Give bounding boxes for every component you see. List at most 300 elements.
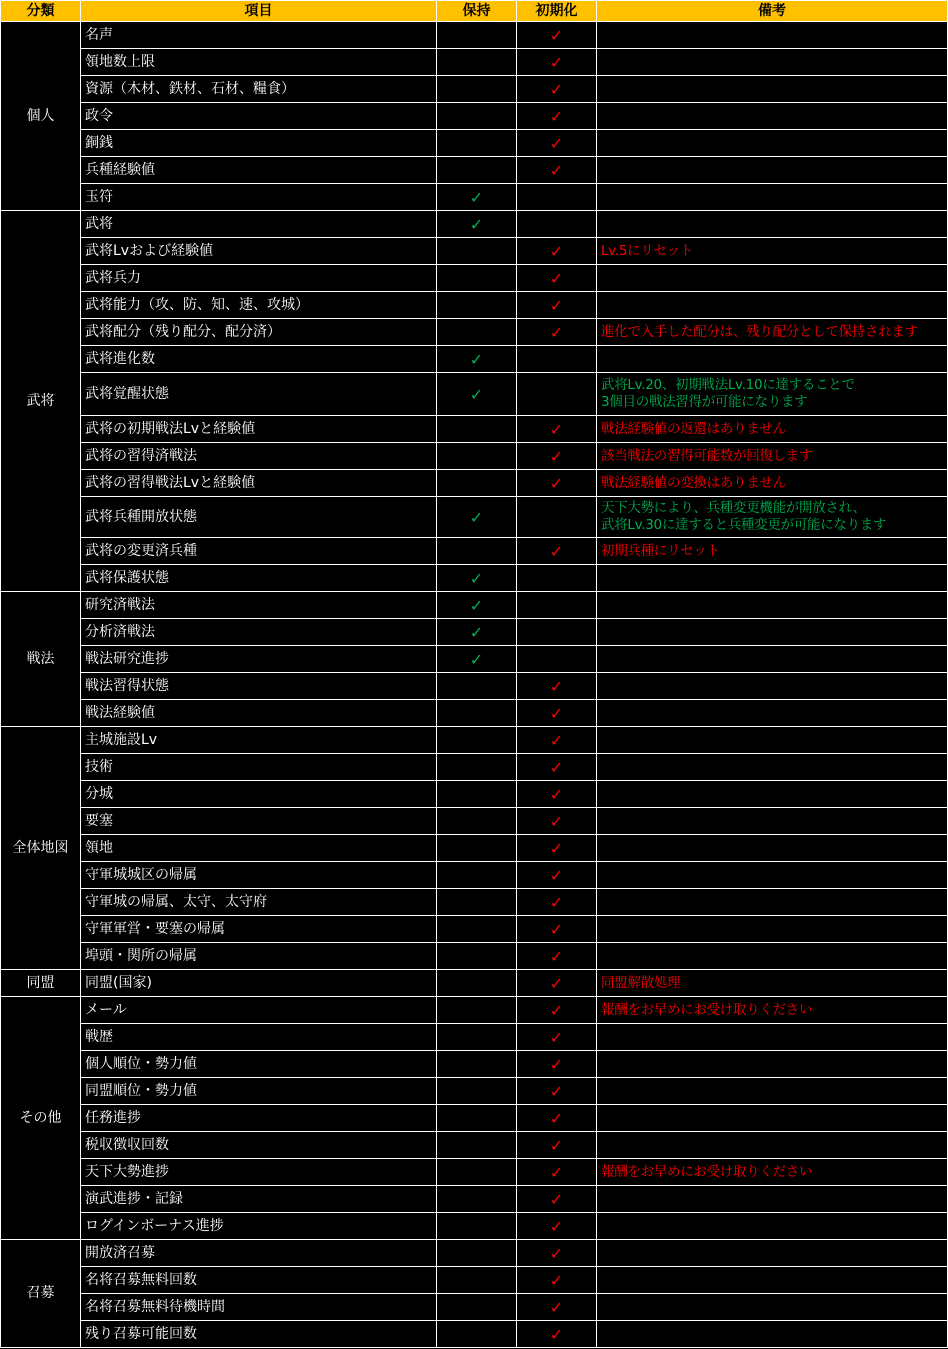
keep-cell	[437, 835, 517, 862]
item-cell: 税収徴収回数	[81, 1132, 437, 1159]
note-cell	[597, 727, 948, 754]
reset-check-icon: ✓	[549, 1297, 564, 1317]
header-item: 項目	[81, 1, 437, 22]
reset-cell	[517, 862, 597, 889]
note-cell	[597, 916, 948, 943]
note-cell	[597, 646, 948, 673]
reset-check-icon: ✓	[549, 1189, 564, 1209]
note-cell	[597, 76, 948, 103]
reset-check-icon: ✓	[549, 676, 564, 696]
note-line: 報酬をお早めにお受け取りください	[601, 1163, 813, 1180]
keep-cell	[437, 1105, 517, 1132]
note-cell	[597, 497, 948, 538]
keep-cell	[437, 103, 517, 130]
keep-cell	[437, 781, 517, 808]
item-cell: 戦法経験値	[81, 700, 437, 727]
item-cell: 武将	[81, 211, 437, 238]
keep-cell	[437, 211, 517, 238]
item-cell: 武将兵力	[81, 265, 437, 292]
note-cell	[597, 373, 948, 416]
keep-cell	[437, 1213, 517, 1240]
reset-check-icon: ✓	[549, 268, 564, 288]
table-row	[1, 970, 948, 997]
item-cell: 研究済戦法	[81, 592, 437, 619]
table-row	[1, 443, 948, 470]
reset-cell	[517, 727, 597, 754]
item-cell: 戦歴	[81, 1024, 437, 1051]
item-cell: 開放済召募	[81, 1240, 437, 1267]
keep-cell	[437, 970, 517, 997]
item-cell: 領地	[81, 835, 437, 862]
note-cell	[597, 1213, 948, 1240]
reset-check-icon: ✓	[549, 946, 564, 966]
keep-cell	[437, 184, 517, 211]
reset-check-icon: ✓	[549, 730, 564, 750]
reset-cell	[517, 130, 597, 157]
keep-cell	[437, 1024, 517, 1051]
item-cell: 武将の習得済戦法	[81, 443, 437, 470]
header-keep: 保持	[437, 1, 517, 22]
keep-cell	[437, 265, 517, 292]
reset-cell	[517, 754, 597, 781]
header-category: 分類	[1, 1, 81, 22]
keep-check-icon: ✓	[469, 507, 484, 527]
reset-check-icon: ✓	[549, 419, 564, 439]
reset-check-icon: ✓	[549, 473, 564, 493]
table-row	[1, 373, 948, 416]
table-row	[1, 781, 948, 808]
item-cell: 同盟(国家)	[81, 970, 437, 997]
reset-cell	[517, 970, 597, 997]
reset-cell	[517, 1240, 597, 1267]
table-row	[1, 1105, 948, 1132]
reset-cell	[517, 184, 597, 211]
table-row	[1, 997, 948, 1024]
note-cell	[597, 781, 948, 808]
reset-check-icon: ✓	[549, 1027, 564, 1047]
reset-cell	[517, 49, 597, 76]
keep-cell	[437, 76, 517, 103]
table-row	[1, 727, 948, 754]
item-cell: 守軍城城区の帰属	[81, 862, 437, 889]
note-line: 該当戦法の習得可能数が回復します	[601, 447, 813, 464]
note-cell	[597, 265, 948, 292]
table-row	[1, 592, 948, 619]
reset-cell	[517, 497, 597, 538]
reset-cell	[517, 916, 597, 943]
table-row	[1, 211, 948, 238]
note-cell	[597, 292, 948, 319]
note-cell	[597, 1267, 948, 1294]
table-row	[1, 76, 948, 103]
reset-cell	[517, 416, 597, 443]
note-cell	[597, 970, 948, 997]
keep-cell	[437, 862, 517, 889]
reset-cell	[517, 443, 597, 470]
reset-cell	[517, 1132, 597, 1159]
reset-cell	[517, 238, 597, 265]
item-cell: メール	[81, 997, 437, 1024]
reset-check-icon: ✓	[549, 1108, 564, 1128]
reset-cell	[517, 470, 597, 497]
item-cell: 武将の習得戦法Lvと経験値	[81, 470, 437, 497]
reset-check-icon: ✓	[549, 1162, 564, 1182]
category-cell: 個人	[1, 22, 81, 211]
category-cell: 戦法	[1, 592, 81, 727]
header-row	[1, 1, 948, 22]
keep-cell	[437, 808, 517, 835]
keep-cell	[437, 1132, 517, 1159]
item-cell: 兵種経験値	[81, 157, 437, 184]
keep-cell	[437, 1078, 517, 1105]
item-cell: 演武進捗・記録	[81, 1186, 437, 1213]
category-cell: その他	[1, 997, 81, 1240]
reset-cell	[517, 346, 597, 373]
reset-check-icon: ✓	[549, 241, 564, 261]
reset-check-icon: ✓	[549, 295, 564, 315]
keep-cell	[437, 727, 517, 754]
keep-cell	[437, 700, 517, 727]
table-row	[1, 1213, 948, 1240]
reset-cell	[517, 673, 597, 700]
table-row	[1, 1321, 948, 1348]
item-cell: 武将の初期戦法Lvと経験値	[81, 416, 437, 443]
note-cell	[597, 184, 948, 211]
note-cell	[597, 238, 948, 265]
note-cell	[597, 835, 948, 862]
category-cell: 同盟	[1, 970, 81, 997]
item-cell: 個人順位・勢力値	[81, 1051, 437, 1078]
category-cell: 全体地図	[1, 727, 81, 970]
keep-cell	[437, 1186, 517, 1213]
note-cell	[597, 862, 948, 889]
keep-cell	[437, 346, 517, 373]
note-cell	[597, 49, 948, 76]
reset-cell	[517, 103, 597, 130]
reset-cell	[517, 646, 597, 673]
table-row	[1, 1186, 948, 1213]
keep-cell	[437, 1267, 517, 1294]
keep-check-icon: ✓	[469, 649, 484, 669]
reset-cell	[517, 1186, 597, 1213]
reset-cell	[517, 619, 597, 646]
note-cell	[597, 943, 948, 970]
reset-cell	[517, 76, 597, 103]
reset-cell	[517, 373, 597, 416]
keep-check-icon: ✓	[469, 214, 484, 234]
item-cell: 武将Lvおよび経験値	[81, 238, 437, 265]
item-cell: 埠頭・関所の帰属	[81, 943, 437, 970]
table-row	[1, 470, 948, 497]
note-cell	[597, 130, 948, 157]
item-cell: 任務進捗	[81, 1105, 437, 1132]
item-cell: ログインボーナス進捗	[81, 1213, 437, 1240]
reset-cell	[517, 943, 597, 970]
reset-check-icon: ✓	[549, 1135, 564, 1155]
item-cell: 名将召募無料回数	[81, 1267, 437, 1294]
note-cell	[597, 1186, 948, 1213]
reset-cell	[517, 565, 597, 592]
reset-check-icon: ✓	[549, 784, 564, 804]
note-cell	[597, 443, 948, 470]
table-row	[1, 130, 948, 157]
keep-cell	[437, 443, 517, 470]
note-cell	[597, 808, 948, 835]
reset-cell	[517, 157, 597, 184]
category-cell: 召募	[1, 1240, 81, 1348]
reset-check-icon: ✓	[549, 446, 564, 466]
note-line: Lv.5にリセット	[601, 242, 694, 259]
item-cell: 技術	[81, 754, 437, 781]
reset-cell	[517, 319, 597, 346]
keep-check-icon: ✓	[469, 187, 484, 207]
note-cell	[597, 1321, 948, 1348]
note-cell	[597, 997, 948, 1024]
reset-cell	[517, 211, 597, 238]
reset-check-icon: ✓	[549, 811, 564, 831]
keep-cell	[437, 997, 517, 1024]
table-row	[1, 673, 948, 700]
keep-check-icon: ✓	[469, 595, 484, 615]
table-row	[1, 184, 948, 211]
item-cell: 資源（木材、鉄材、石材、糧食）	[81, 76, 437, 103]
reset-check-icon: ✓	[549, 973, 564, 993]
keep-check-icon: ✓	[469, 622, 484, 642]
item-cell: 領地数上限	[81, 49, 437, 76]
reset-check-icon: ✓	[549, 160, 564, 180]
note-cell	[597, 619, 948, 646]
reset-check-icon: ✓	[549, 757, 564, 777]
table-row	[1, 1078, 948, 1105]
note-cell	[597, 1024, 948, 1051]
reset-check-icon: ✓	[549, 1216, 564, 1236]
table-row	[1, 497, 948, 538]
note-cell	[597, 157, 948, 184]
keep-cell	[437, 916, 517, 943]
keep-cell	[437, 157, 517, 184]
reset-cell	[517, 538, 597, 565]
note-line: 戦法経験値の返還はありません	[601, 420, 786, 437]
table-row	[1, 49, 948, 76]
table-row	[1, 292, 948, 319]
reset-check-icon: ✓	[549, 25, 564, 45]
note-line: 天下大勢により、兵種変更機能が開放され、	[601, 500, 866, 516]
keep-cell	[437, 673, 517, 700]
note-cell	[597, 1294, 948, 1321]
keep-cell	[437, 538, 517, 565]
reset-check-icon: ✓	[549, 1270, 564, 1290]
table-row	[1, 538, 948, 565]
reset-cell	[517, 997, 597, 1024]
reset-check-icon: ✓	[549, 79, 564, 99]
table-row	[1, 835, 948, 862]
table-row	[1, 22, 948, 49]
note-cell	[597, 700, 948, 727]
note-line: 武将Lv.20、初期戦法Lv.10に達することで	[601, 377, 855, 393]
item-cell: 名将召募無料待機時間	[81, 1294, 437, 1321]
keep-cell	[437, 470, 517, 497]
keep-check-icon: ✓	[469, 568, 484, 588]
reset-check-icon: ✓	[549, 133, 564, 153]
item-cell: 武将保護状態	[81, 565, 437, 592]
table-row	[1, 346, 948, 373]
item-cell: 戦法研究進捗	[81, 646, 437, 673]
keep-cell	[437, 619, 517, 646]
note-line: 初期兵種にリセット	[601, 542, 720, 559]
item-cell: 銅銭	[81, 130, 437, 157]
note-cell	[597, 1240, 948, 1267]
item-cell: 要塞	[81, 808, 437, 835]
table-row	[1, 1159, 948, 1186]
reset-cell	[517, 1051, 597, 1078]
table-body	[1, 22, 948, 1348]
note-cell	[597, 538, 948, 565]
keep-cell	[437, 416, 517, 443]
reset-check-icon: ✓	[549, 1243, 564, 1263]
reset-cell	[517, 808, 597, 835]
note-line: 進化で入手した配分は、残り配分として保持されます	[601, 323, 918, 340]
reset-cell	[517, 22, 597, 49]
reset-cell	[517, 1294, 597, 1321]
reset-check-icon: ✓	[549, 1081, 564, 1101]
table-row	[1, 1132, 948, 1159]
reset-check-icon: ✓	[549, 1054, 564, 1074]
table-row	[1, 943, 948, 970]
keep-cell	[437, 49, 517, 76]
table-row	[1, 1267, 948, 1294]
keep-cell	[437, 1051, 517, 1078]
keep-cell	[437, 943, 517, 970]
table-row	[1, 1024, 948, 1051]
reset-cell	[517, 1024, 597, 1051]
item-cell: 分城	[81, 781, 437, 808]
note-line: 同盟解散処理	[601, 974, 681, 991]
reset-check-icon: ✓	[549, 106, 564, 126]
table-row	[1, 265, 948, 292]
keep-cell	[437, 130, 517, 157]
reset-cell	[517, 781, 597, 808]
note-cell	[597, 1078, 948, 1105]
item-cell: 守軍軍営・要塞の帰属	[81, 916, 437, 943]
item-cell: 天下大勢進捗	[81, 1159, 437, 1186]
table-row	[1, 916, 948, 943]
note-cell	[597, 754, 948, 781]
note-cell	[597, 1132, 948, 1159]
item-cell: 武将能力（攻、防、知、速、攻城）	[81, 292, 437, 319]
note-cell	[597, 319, 948, 346]
keep-cell	[437, 373, 517, 416]
note-cell	[597, 889, 948, 916]
item-cell: 名声	[81, 22, 437, 49]
note-cell	[597, 565, 948, 592]
note-cell	[597, 470, 948, 497]
table-row	[1, 157, 948, 184]
note-cell	[597, 1051, 948, 1078]
keep-cell	[437, 889, 517, 916]
reset-cell	[517, 889, 597, 916]
keep-cell	[437, 1294, 517, 1321]
reset-cell	[517, 592, 597, 619]
item-cell: 同盟順位・勢力値	[81, 1078, 437, 1105]
item-cell: 武将覚醒状態	[81, 373, 437, 416]
keep-cell	[437, 592, 517, 619]
reset-cell	[517, 1105, 597, 1132]
reset-check-icon: ✓	[549, 919, 564, 939]
table-row	[1, 1240, 948, 1267]
reset-cell	[517, 835, 597, 862]
table-row	[1, 319, 948, 346]
table-row	[1, 619, 948, 646]
keep-cell	[437, 1240, 517, 1267]
reset-cell	[517, 1159, 597, 1186]
note-line: 3個目の戦法習得が可能になります	[601, 394, 808, 410]
reset-cell	[517, 700, 597, 727]
table-row	[1, 889, 948, 916]
note-cell	[597, 1105, 948, 1132]
note-cell	[597, 103, 948, 130]
table-row	[1, 646, 948, 673]
item-cell: 武将配分（残り配分、配分済）	[81, 319, 437, 346]
keep-cell	[437, 754, 517, 781]
reset-check-icon: ✓	[549, 52, 564, 72]
reset-check-icon: ✓	[549, 322, 564, 342]
table-row	[1, 565, 948, 592]
table-row	[1, 808, 948, 835]
item-cell: 主城施設Lv	[81, 727, 437, 754]
reset-check-icon: ✓	[549, 703, 564, 723]
item-cell: 武将兵種開放状態	[81, 497, 437, 538]
item-cell: 玉符	[81, 184, 437, 211]
reset-cell	[517, 1267, 597, 1294]
table-row	[1, 103, 948, 130]
keep-cell	[437, 319, 517, 346]
table-row	[1, 238, 948, 265]
item-cell: 武将進化数	[81, 346, 437, 373]
reset-check-icon: ✓	[549, 1000, 564, 1020]
reset-check-icon: ✓	[549, 865, 564, 885]
keep-check-icon: ✓	[469, 349, 484, 369]
reset-cell	[517, 265, 597, 292]
item-cell: 守軍城の帰属、太守、太守府	[81, 889, 437, 916]
note-cell	[597, 673, 948, 700]
table-row	[1, 754, 948, 781]
reset-cell	[517, 1213, 597, 1240]
note-line: 武将Lv.30に達すると兵種変更が可能になります	[601, 517, 887, 533]
note-cell	[597, 1159, 948, 1186]
reset-cell	[517, 1321, 597, 1348]
keep-cell	[437, 292, 517, 319]
note-cell	[597, 22, 948, 49]
note-cell	[597, 592, 948, 619]
keep-cell	[437, 497, 517, 538]
keep-cell	[437, 646, 517, 673]
table-row	[1, 1051, 948, 1078]
note-line: 戦法経験値の変換はありません	[601, 474, 786, 491]
keep-cell	[437, 1321, 517, 1348]
note-line: 報酬をお早めにお受け取りください	[601, 1001, 813, 1018]
table-row	[1, 1294, 948, 1321]
reset-check-icon: ✓	[549, 892, 564, 912]
reset-check-icon: ✓	[549, 838, 564, 858]
header-reset: 初期化	[517, 1, 597, 22]
item-cell: 分析済戦法	[81, 619, 437, 646]
note-cell	[597, 346, 948, 373]
keep-cell	[437, 565, 517, 592]
reset-cell	[517, 1078, 597, 1105]
item-cell: 残り召募可能回数	[81, 1321, 437, 1348]
item-cell: 武将の変更済兵種	[81, 538, 437, 565]
keep-cell	[437, 1159, 517, 1186]
